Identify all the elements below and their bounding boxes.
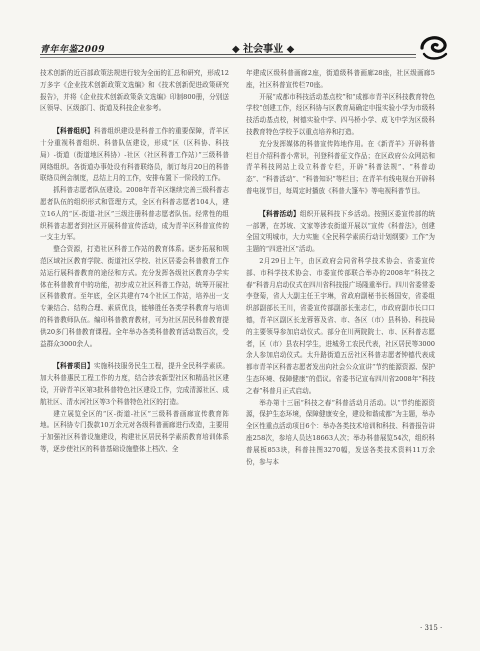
header-rule-thin [40,57,416,58]
paragraph-text: 开展“成都市科技活动基点校”和“成都市青羊区科技教育特色学校”创建工作，经区科协与区教育局确定申报实验小学为市级科技活动基点校，树德实验中学、四马桥小学、成飞中学为区级科技教育特色学校予以重点培养和打造。 [246,92,435,136]
page-header [0,0,480,56]
section-tag: 【科普项目】 [53,362,94,371]
body-paragraph [40,68,229,115]
paragraph-text: 举办第十三届“科技之春”科普活动月活动。以“节约能源资源，保护生态环境，保障健康安全，建设和谐成都”为主题，举办全区性重点活动项目6个：举办各类技术培训和科技、科普报告讲座258次，参培人员达18663人次；举办科普展览54次，组织科普展板853块，科普挂图3270幅，发送各类技术资料11万余份，参与本 [246,398,435,466]
paragraph-gap [40,350,229,361]
body-paragraph [246,398,435,469]
body-paragraph [246,139,435,198]
paragraph-text: 技术创新的近百部政策法规进行较为全面的汇总和研究，形成12万多字《企业技术创新政策文选编》和《技术创新促进政策研究报告》，并将《企业技术创新政策条文选编》印制800册，分别送区领导、区级部门、街道及科技企业参考。 [40,69,229,113]
body-paragraph [40,409,229,456]
section-tag: 【科普活动】 [259,209,300,218]
body-paragraph [246,68,435,92]
paragraph-text: 年建成区级科普画廊2座，街道级科普画廊28座，社区级画廊5座，社区科普宣传栏70座。 [246,69,435,89]
paragraph-text: 建立展览全区的“区-街道-社区”三级科普画廊宣传教育阵地。区科协专门拨款10万余元对各级科普画廊进行改造，主要用于加强社区科普设施建设，构建社区居民科学素质教育培训体系等，逐步使社区的科普基础设施整体上档次、全 [40,409,229,453]
header-rule [40,54,416,55]
swirl-logo-icon [418,32,450,62]
paragraph-gap [246,198,435,209]
paragraph-text: 整合资源，打造社区科普工作站的教育体系。逐步拓展和规范区域社区教育学院、街道社区学校、社区居委会科普教育工作站运行展科普教育的途径和方式。充分发挥各级社区教育办学实体在科普教育中的功能，初步成立社区科普工作站，统筹开展社区科普教育。至年底，全区共建有74个社区工作站，培养出一支专兼结合、结构合理、素质优良，能够胜任各类学科教育与培训的科普教师队伍。编印科普教育教材，可为社区居民科普教育提供20多门科普教育课程。全年举办各类科普教育活动数百次，受益群众3000余人。 [40,245,229,348]
body-paragraph [246,92,435,139]
left-column [40,68,229,456]
paragraph-text: 组织开展科技下乡活动。按照区委宣传部的统一部署，在苏坡、文家等涉农街道开展以“宣传《科普法》，创建全国文明城市，大力实施《全民科学素质行动计划纲要》工作”为主题的“四进社区”活动。 [246,209,436,254]
body-paragraph [40,126,229,185]
paragraph-text: 充分发挥媒体的科普宣传阵地作用。在《新青羊》开辟科普栏目介绍科普小常识，刊登科普征文作品；在区政府公众网站和青羊科技网站上设立科普专栏，开辟“科普法规”、“科普动态”、“科普活动”、“科普知识”等栏目；在青羊有线电视台开辟科普电视节目，每周定时播放《科普大篷车》等电视科普节目。 [246,139,435,195]
body-paragraph [246,256,435,398]
page-number: · 315 · [420,624,443,632]
paragraph-text: 实施科技服务民生工程，提升全民科学素质。加大科普惠民工程工作的力度，结合涉农新型社区和精品社区建设，开辟青羊区第3批科普特色社区建设工作，完成清源社区、成航社区、清水河社区等3个科普特色社区的打造。 [40,362,230,406]
body-paragraph [40,185,229,244]
section-tag: 【科普组织】 [53,127,94,136]
body-paragraph [40,361,229,408]
paragraph-text: 抓科普志愿者队伍建设。2008年青羊区继续完善三级科普志愿者队伍的组织形式和管理方式，全区有科普志愿者104人，建立16人的“区-街道-社区”三级注册科普志愿者队伍。经常性的组织科普志愿者到社区开展科普宣传活动，成为青羊区科普宣传的一支主力军。 [40,186,229,242]
body-paragraph [246,209,435,256]
body-paragraph [40,244,229,350]
section-title: ◆ 社会事业 ◆ [232,44,295,55]
paragraph-text: 2月29日上午，由区政府会同省科学技术协会、省委宣传部、市科学技术协会、市委宣传部联合举办的2008年“科技之春”科普月启动仪式在四川省科技报广场隆重举行。四川省委常委李登菊，省人大副主任王宇琳，省政府副秘书长杨国安，省委组织部副部长王川，省委宣传部副部长张志仁，市政府副市长口口德，青羊区副区长龙蓉蓉及省、市、各区（市）县科协、科技局的主要领导参加启动仪式。部分在川两院院士、市、区科普志愿者，区（市）县农村学生，进城务工农民代表，社区居民等3000余人参加启动仪式。太升路街道五岳社区科普志愿者钟德代表成都市青羊区科普志愿者发出向社会公众宣讲“节约能源资源、保护生态环境、保障健康”的倡议。省委书记宣布四川省2008年“科技之春”科普月正式启动。 [246,256,435,395]
right-column [246,68,435,468]
paragraph-text: 科普组织建设是科普工作的重要保障，青羊区十分重视科普组织、科普队伍建设，形成“区（区科协、科技局）-街道（街道地区科协）-社区（社区科普工作站）”三级科普网络组织。各街道办事处设有科普联络员，制订每月20日的科普联络员例会制度，总结上月的工作，安排布置下一阶段的工作。 [40,127,230,183]
paragraph-gap [40,115,229,126]
yearbook-title: 青年年鉴2009 [40,45,106,55]
